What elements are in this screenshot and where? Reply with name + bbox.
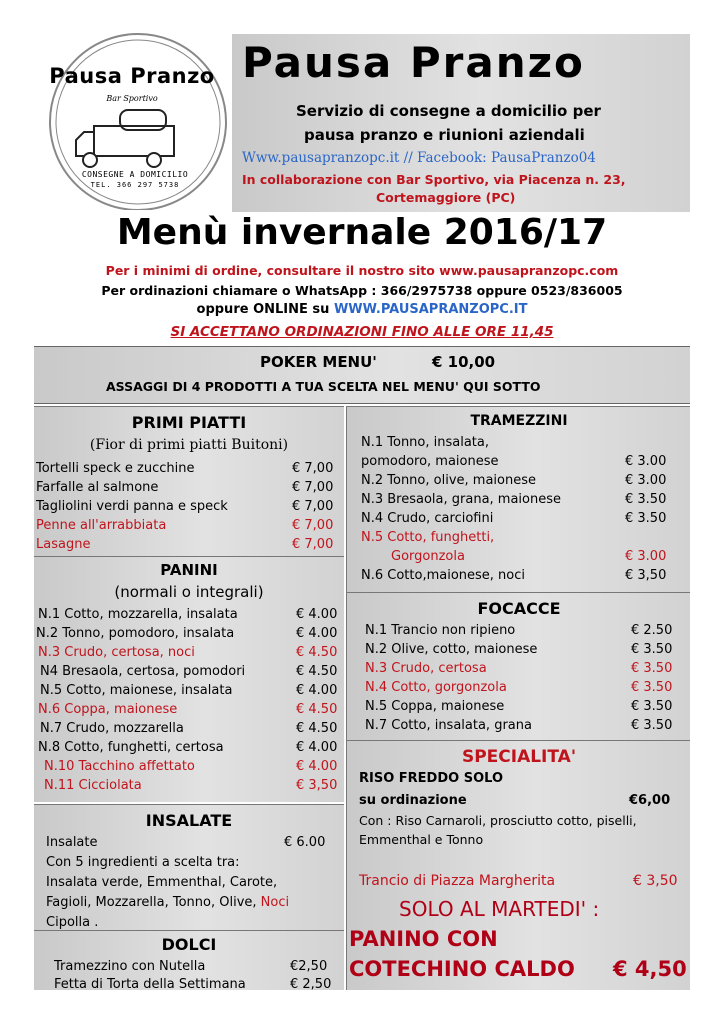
header-line2: pausa pranzo e riunioni aziendali	[304, 126, 585, 144]
primi-item-price: € 7,00	[292, 480, 334, 495]
insalate-name: Insalate	[46, 835, 98, 850]
insalate-title: INSALATE	[145, 811, 233, 830]
focacce-panel	[346, 592, 690, 740]
info-minimi: Per i minimi di ordine, consultare il nostro sito www.pausapranzopc.com	[105, 263, 619, 278]
riso-title: RISO FREDDO SOLO	[359, 771, 504, 786]
focacce-item-name: N.7 Cotto, insalata, grana	[365, 718, 532, 733]
logo	[34, 30, 230, 210]
tramezzini-panel	[346, 406, 690, 592]
primi-item-price: € 7,00	[292, 518, 334, 533]
focacce-item-name: N.4 Cotto, gorgonzola	[365, 680, 507, 695]
poker-panel	[34, 346, 690, 404]
trancio-name: Trancio di Piazza Margherita	[359, 873, 556, 889]
panini-panel	[34, 556, 344, 802]
tramezzini-title: TRAMEZZINI	[470, 413, 568, 429]
tramezzini-item-name: N.5 Cotto, funghetti,	[361, 530, 495, 545]
panini-item-price: € 4.50	[296, 645, 338, 660]
panini-item-name: N.2 Tonno, pomodoro, insalata	[36, 626, 235, 641]
logo-subtitle: Bar Sportivo	[106, 94, 158, 103]
poker-price: € 10,00	[432, 353, 496, 371]
dolci-item-name: Tramezzino con Nutella	[54, 959, 206, 974]
tramezzini-item-name: N.2 Tonno, olive, maionese	[361, 473, 536, 488]
tramezzini-item-price: € 3.00	[625, 454, 667, 469]
panini-item-price: € 4.00	[296, 607, 338, 622]
focacce-item-price: € 3.50	[631, 661, 673, 676]
panini-item-price: € 4.00	[296, 759, 338, 774]
martedi-label: SOLO AL MARTEDI' :	[399, 897, 600, 921]
info-orario: SI ACCETTANO ORDINAZIONI FINO ALLE ORE 11,45	[170, 324, 554, 340]
focacce-title: FOCACCE	[477, 599, 561, 618]
panini-item-price: € 3,50	[296, 778, 338, 793]
riso-price: €6,00	[629, 793, 671, 808]
tramezzini-item-name: N.3 Bresaola, grana, maionese	[361, 492, 562, 507]
focacce-item-name: N.2 Olive, cotto, maionese	[365, 642, 538, 657]
insalate-line1: Con 5 ingredienti a scelta tra:	[46, 855, 240, 870]
panino-line2: COTECHINO CALDO	[349, 957, 575, 981]
focacce-item-price: € 3.50	[631, 699, 673, 714]
tramezzini-item-name: N.4 Crudo, carciofini	[361, 511, 494, 526]
panini-item-name: N.10 Tacchino affettato	[44, 759, 195, 774]
menu-title: Menù invernale 2016/17	[116, 212, 608, 253]
tramezzini-item-price: € 3.00	[625, 473, 667, 488]
panini-item-price: € 4.00	[296, 683, 338, 698]
insalate-line3-text: Fagioli, Mozzarella, Tonno, Olive,	[46, 895, 261, 910]
panini-subtitle: (normali o integrali)	[114, 583, 264, 601]
dolci-item-name: Fetta di Torta della Settimana	[54, 977, 246, 992]
primi-item-name: Lasagne	[36, 537, 91, 552]
riso-ingredients-2: Emmenthal e Tonno	[359, 832, 484, 847]
dolci-item-price: €2,50	[290, 959, 328, 974]
header-web-link[interactable]: Www.pausapranzopc.it // Facebook: PausaPranzo04	[242, 150, 596, 166]
header-title: Pausa Pranzo	[242, 38, 585, 87]
dolci-item-price: € 2,50	[290, 977, 332, 992]
poker-title: POKER MENU'	[260, 353, 377, 371]
panino-price: € 4,50	[613, 957, 687, 981]
info-online	[0, 302, 724, 317]
panini-item-name: N.1 Cotto, mozzarella, insalata	[38, 607, 238, 622]
header-panel	[232, 34, 690, 212]
info-online-link[interactable]: WWW.PAUSAPRANZOPC.IT	[333, 302, 528, 317]
riso-ingredients-1: Con : Riso Carnaroli, prosciutto cotto, piselli,	[359, 813, 637, 828]
insalate-price: € 6.00	[284, 835, 326, 850]
tramezzini-item-name: N.6 Cotto,maionese, noci	[361, 568, 525, 583]
logo-ring-text: CONSEGNE A DOMICILIO	[81, 170, 189, 179]
trancio-price: € 3,50	[633, 873, 678, 889]
focacce-item-name: N.1 Trancio non ripieno	[365, 623, 516, 638]
tramezzini-item-price: € 3.50	[625, 492, 667, 507]
primi-item-name: Tagliolini verdi panna e speck	[36, 499, 228, 514]
tramezzini-item-name: pomodoro, maionese	[361, 454, 499, 469]
dolci-panel	[34, 930, 344, 990]
panino-line1: PANINO CON	[349, 927, 498, 951]
tramezzini-item-name: Gorgonzola	[391, 549, 465, 564]
insalate-line4: Cipolla .	[46, 915, 99, 930]
focacce-item-price: € 3.50	[631, 718, 673, 733]
focacce-item-name: N.3 Crudo, certosa	[365, 661, 487, 676]
insalate-panel	[34, 804, 344, 930]
panini-item-price: € 4.50	[296, 721, 338, 736]
primi-subtitle: (Fior di primi piatti Buitoni)	[89, 437, 289, 453]
panini-item-name: N.6 Coppa, maionese	[38, 702, 178, 717]
header-line1: Servizio di consegne a domicilio per	[296, 102, 601, 120]
panini-item-price: € 4.50	[296, 702, 338, 717]
panini-item-name: N.5 Cotto, maionese, insalata	[40, 683, 233, 698]
focacce-item-price: € 3.50	[631, 680, 673, 695]
specialita-panel	[346, 740, 690, 990]
logo-tel: TEL. 366 297 5738	[90, 181, 180, 189]
focacce-item-name: N.5 Coppa, maionese	[365, 699, 505, 714]
primi-title: PRIMI PIATTI	[131, 413, 247, 432]
tramezzini-item-price: € 3,50	[625, 568, 667, 583]
primi-item-name: Penne all'arrabbiata	[36, 518, 167, 533]
header-collab-line1: In collaborazione con Bar Sportivo, via Piacenza n. 23,	[242, 172, 626, 187]
info-online-prefix: oppure ONLINE su	[196, 302, 334, 317]
panini-item-name: N.8 Cotto, funghetti, certosa	[38, 740, 224, 755]
primi-panel	[34, 406, 344, 556]
insalate-line3-red: Noci	[260, 895, 290, 910]
insalate-line2: Insalata verde, Emmenthal, Carote,	[46, 875, 278, 890]
primi-item-name: Tortelli speck e zucchine	[36, 461, 195, 476]
panini-item-price: € 4.00	[296, 626, 338, 641]
panini-item-price: € 4.00	[296, 740, 338, 755]
header-collab-line2: Cortemaggiore (PC)	[376, 190, 516, 205]
riso-su-ordinazione: su ordinazione	[359, 793, 467, 808]
tramezzini-item-name: N.1 Tonno, insalata,	[361, 435, 490, 450]
primi-item-price: € 7,00	[292, 461, 334, 476]
panini-item-name: N.7 Crudo, mozzarella	[40, 721, 184, 736]
panini-item-name: N4 Bresaola, certosa, pomodori	[40, 664, 246, 679]
focacce-item-price: € 2.50	[631, 623, 673, 638]
primi-item-price: € 7,00	[292, 537, 334, 552]
focacce-item-price: € 3.50	[631, 642, 673, 657]
panini-item-name: N.3 Crudo, certosa, noci	[38, 645, 195, 660]
specialita-title: SPECIALITA'	[461, 747, 577, 767]
dolci-title: DOLCI	[161, 935, 217, 954]
info-ordinazioni: Per ordinazioni chiamare o WhatsApp : 366/2975738 oppure 0523/836005	[101, 283, 623, 298]
logo-title: Pausa Pranzo	[49, 64, 215, 88]
panini-title: PANINI	[160, 561, 218, 579]
insalate-line3	[46, 895, 289, 910]
tramezzini-item-price: € 3.50	[625, 511, 667, 526]
tramezzini-item-price: € 3.00	[625, 549, 667, 564]
primi-item-price: € 7,00	[292, 499, 334, 514]
poker-desc: ASSAGGI DI 4 PRODOTTI A TUA SCELTA NEL MENU' QUI SOTTO	[106, 379, 541, 394]
panini-item-price: € 4.50	[296, 664, 338, 679]
primi-item-name: Farfalle al salmone	[36, 480, 159, 495]
panini-item-name: N.11 Cicciolata	[44, 778, 142, 793]
